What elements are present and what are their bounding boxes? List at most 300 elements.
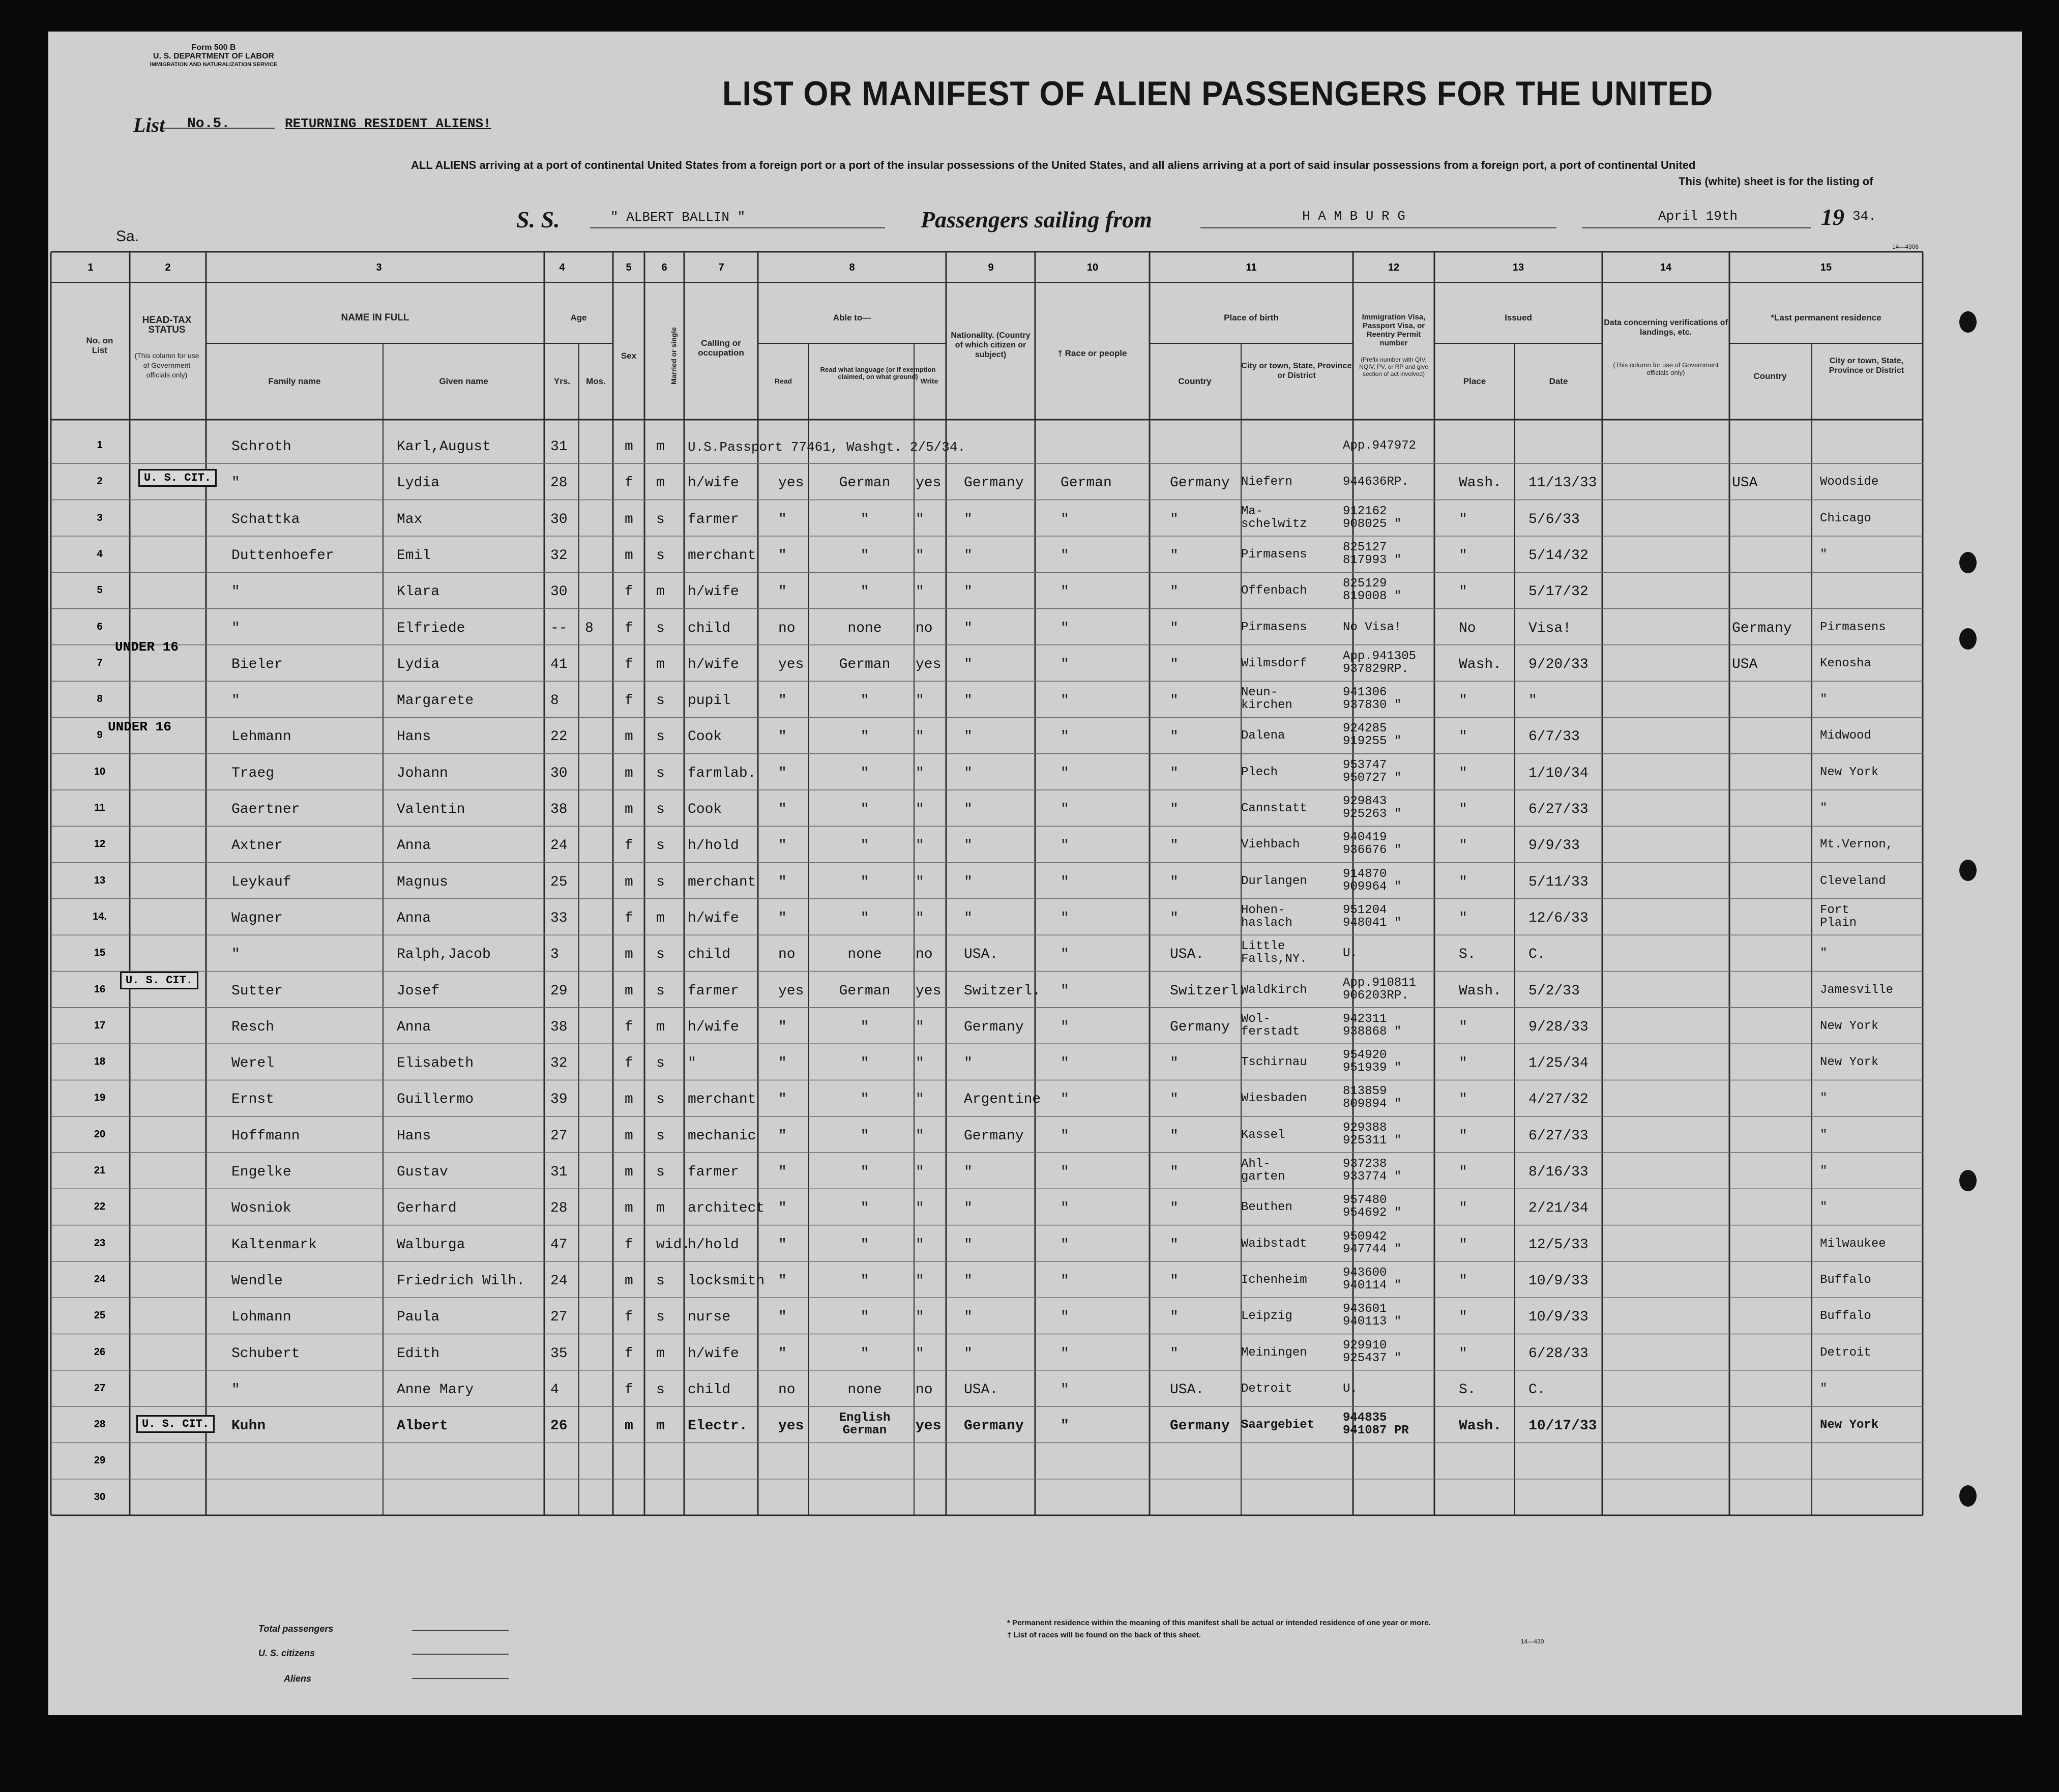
cell-sex: m	[625, 1164, 633, 1180]
cell-rcountry: USA	[1732, 475, 1758, 491]
cell-bcity: Durlangen	[1241, 874, 1307, 888]
cell-bcountry: "	[1170, 838, 1179, 854]
cell-iplace: Wash.	[1459, 983, 1502, 999]
list-number: No.5.	[187, 116, 230, 132]
cell-family: Duttenhoefer	[231, 547, 334, 564]
cell-visa: App.947972	[1343, 439, 1417, 453]
cell-lang: "	[860, 765, 869, 781]
cell-bcity: Waldkirch	[1241, 983, 1307, 997]
cell-calling: farmer	[688, 983, 739, 999]
cell-race: "	[1061, 1055, 1069, 1072]
cell-nat: USA.	[964, 1382, 998, 1398]
cell-no: 25	[94, 1310, 106, 1321]
punch-hole	[1959, 311, 1977, 333]
cell-sex: f	[625, 620, 633, 636]
cell-iplace: "	[1459, 1164, 1467, 1180]
cell-visa: 942311 938868 "	[1343, 1012, 1402, 1039]
cell-calling: h/wife	[688, 910, 739, 926]
cell-bcity: Little Falls,NY.	[1241, 939, 1307, 966]
cell-family: Wendle	[231, 1273, 283, 1289]
cell-sex: f	[625, 693, 633, 709]
cell-idate: 6/28/33	[1528, 1345, 1589, 1362]
cell-yrs: 4	[550, 1382, 559, 1398]
cell-idate: "	[1528, 693, 1537, 709]
cell-yrs: 33	[550, 910, 568, 926]
cell-sex: m	[625, 1418, 633, 1434]
cell-read: "	[778, 1273, 787, 1289]
column-number: 3	[376, 262, 382, 273]
cell-bcity: Offenbach	[1241, 584, 1307, 598]
cell-read: "	[778, 1055, 787, 1072]
cell-lang: none	[847, 620, 882, 636]
cell-idate: 12/6/33	[1528, 910, 1589, 926]
cell-no: 28	[94, 1419, 106, 1430]
cell-calling: child	[688, 1382, 731, 1398]
cell-write: "	[916, 1164, 924, 1180]
cell-bcountry: Switzerl.	[1170, 983, 1247, 999]
cell-idate: 6/27/33	[1528, 802, 1589, 817]
cell-nat: "	[964, 656, 973, 672]
cell-ms: s	[656, 1055, 665, 1072]
cell-family: Leykauf	[231, 874, 291, 890]
cell-write: "	[916, 511, 924, 527]
cell-iplace: "	[1459, 802, 1467, 817]
cell-bcity: Plech	[1241, 765, 1278, 779]
cell-race: "	[1061, 1273, 1069, 1289]
cell-calling: pupil	[688, 693, 731, 709]
column-number: 8	[849, 262, 855, 273]
cell-given: Gerhard	[397, 1200, 457, 1217]
cell-bcity: Niefern	[1241, 475, 1292, 489]
cell-race: "	[1061, 620, 1069, 636]
cell-no: 16	[94, 983, 106, 995]
cell-nat: Germany	[964, 1019, 1024, 1035]
cell-visa: 929388 925311 "	[1343, 1121, 1402, 1148]
cell-sex: m	[625, 547, 633, 564]
cell-bcountry: "	[1170, 910, 1179, 926]
cell-iplace: "	[1459, 1092, 1467, 1108]
cell-no: 15	[94, 947, 106, 959]
cell-read: "	[778, 910, 787, 926]
cell-lang: "	[860, 1200, 869, 1217]
cell-family: Ernst	[231, 1092, 275, 1108]
cell-ms: s	[656, 1128, 665, 1144]
cell-no: 8	[97, 693, 103, 705]
cell-yrs: 30	[550, 511, 568, 527]
column-number: 11	[1246, 262, 1257, 273]
cell-nat: "	[964, 620, 973, 636]
cell-calling: Cook	[688, 802, 722, 817]
cell-visa: U.	[1343, 947, 1358, 961]
cell-ms: wid.	[656, 1237, 691, 1253]
cell-lang: "	[860, 1128, 869, 1144]
form-code: 14—4306	[1892, 243, 1919, 250]
cell-idate: 4/27/32	[1528, 1092, 1589, 1108]
cell-family: Resch	[231, 1019, 275, 1035]
cell-bcity: Ichenheim	[1241, 1273, 1307, 1287]
cell-lang: English German	[839, 1411, 891, 1438]
header-married: Married or single	[669, 327, 678, 385]
cell-yrs: 8	[550, 693, 559, 709]
cell-rcity: "	[1820, 547, 1828, 562]
cell-iplace: "	[1459, 1128, 1467, 1144]
cell-lang: "	[860, 1019, 869, 1035]
cell-read: no	[778, 620, 796, 636]
cell-iplace: Wash.	[1459, 475, 1502, 491]
cell-visa: 954920 951939 "	[1343, 1048, 1402, 1075]
cell-write: yes	[916, 983, 942, 999]
cell-rcity: New York	[1820, 765, 1879, 779]
cell-sex: m	[625, 874, 633, 890]
header-issued-place: Place	[1463, 376, 1486, 386]
cell-bcity: Wol- ferstadt	[1241, 1012, 1300, 1039]
cell-bcountry: USA.	[1170, 1382, 1204, 1398]
cell-visa: 941306 937830 "	[1343, 686, 1402, 713]
cell-ms: s	[656, 765, 665, 781]
cell-lang: "	[860, 838, 869, 854]
cell-given: Elisabeth	[397, 1055, 474, 1072]
cell-calling: h/wife	[688, 656, 739, 672]
cell-rcity: Pirmasens	[1820, 620, 1886, 634]
cell-iplace: S.	[1459, 1382, 1476, 1398]
cell-bcountry: Germany	[1170, 475, 1230, 491]
cell-ms: s	[656, 693, 665, 709]
cell-family: "	[231, 947, 240, 963]
column-number: 12	[1388, 262, 1400, 273]
punch-hole	[1959, 628, 1977, 650]
cell-read: "	[778, 802, 787, 817]
cell-read: "	[778, 1237, 787, 1253]
cell-ms: s	[656, 838, 665, 854]
cell-write: "	[916, 1309, 924, 1326]
cell-family: Gaertner	[231, 802, 300, 817]
us-cit-stamp: U. S. CIT.	[120, 972, 198, 989]
cell-bcountry: "	[1170, 1128, 1179, 1144]
cell-idate: 11/13/33	[1528, 475, 1597, 491]
cell-ms: m	[656, 439, 665, 455]
cell-bcountry: "	[1170, 802, 1179, 817]
cell-ms: m	[656, 1345, 665, 1362]
cell-nat: "	[964, 547, 973, 564]
cell-no: 5	[97, 584, 103, 596]
cell-ms: s	[656, 802, 665, 817]
cell-bcountry: Germany	[1170, 1019, 1230, 1035]
cell-family: Bieler	[231, 656, 283, 672]
cell-bcity: Leipzig	[1241, 1309, 1292, 1324]
cell-given: Anne Mary	[397, 1382, 474, 1398]
cell-given: Gustav	[397, 1164, 448, 1180]
cell-write: "	[916, 584, 924, 600]
cell-visa: 940419 936676 "	[1343, 831, 1402, 858]
cell-rcity: "	[1820, 1382, 1828, 1396]
cell-yrs: 39	[550, 1092, 568, 1108]
cell-nat: Germany	[964, 1128, 1024, 1144]
cell-bcountry: "	[1170, 1200, 1179, 1217]
cell-no: 20	[94, 1128, 106, 1140]
cell-visa: 937238 933774 "	[1343, 1157, 1402, 1184]
year-prefix: 19	[1821, 204, 1844, 230]
cell-race: "	[1061, 693, 1069, 709]
cell-rcountry: Germany	[1732, 620, 1792, 636]
cell-write: no	[916, 620, 933, 636]
cell-lang: "	[860, 910, 869, 926]
cell-rcity: New York	[1820, 1055, 1879, 1070]
cell-nat: "	[964, 1345, 973, 1362]
cell-iplace: No	[1459, 620, 1476, 636]
cell-yrs: 30	[550, 765, 568, 781]
cell-idate: 2/21/34	[1528, 1200, 1589, 1217]
cell-bcity: Ma- schelwitz	[1241, 504, 1307, 531]
cell-lang: "	[860, 1345, 869, 1362]
cell-yrs: 41	[550, 656, 568, 672]
cell-calling: "	[688, 1055, 696, 1072]
cell-bcity: Pirmasens	[1241, 547, 1307, 562]
cell-no: 30	[94, 1491, 106, 1503]
cell-idate: 8/16/33	[1528, 1164, 1589, 1180]
cell-ms: s	[656, 1273, 665, 1289]
cell-bcountry: "	[1170, 729, 1179, 745]
cell-idate: 5/6/33	[1528, 511, 1580, 527]
cell-visa: 943600 940114 "	[1343, 1266, 1402, 1292]
cell-rcity: Detroit	[1820, 1345, 1871, 1360]
cell-sex: f	[625, 1309, 633, 1326]
footnote-residence: * Permanent residence within the meaning of this manifest shall be actual or intended residence of one year or more.	[1007, 1619, 1431, 1627]
cell-iplace: "	[1459, 1237, 1467, 1253]
cell-bcountry: "	[1170, 1092, 1179, 1108]
cell-yrs: 25	[550, 874, 568, 890]
cell-race: "	[1061, 1200, 1069, 1217]
cell-yrs: 29	[550, 983, 568, 999]
cell-visa: 825129 819008 "	[1343, 577, 1402, 604]
cell-ms: m	[656, 910, 665, 926]
punch-hole	[1959, 1170, 1977, 1191]
cell-bcity: Meiningen	[1241, 1345, 1307, 1360]
cell-no: 12	[94, 838, 106, 850]
cell-no: 7	[97, 657, 103, 668]
cell-rcity: "	[1820, 1092, 1828, 1106]
cell-yrs: 32	[550, 1055, 568, 1072]
cell-read: "	[778, 1200, 787, 1217]
cell-bcountry: "	[1170, 765, 1179, 781]
cell-no: 24	[94, 1273, 106, 1285]
cell-family: Traeg	[231, 765, 275, 781]
cell-visa: 813859 809894 "	[1343, 1084, 1402, 1111]
cell-family: Axtner	[231, 838, 283, 854]
cell-ms: m	[656, 475, 665, 491]
cell-visa: 924285 919255 "	[1343, 722, 1402, 749]
cell-family: Schroth	[231, 439, 291, 455]
cell-bcountry: "	[1170, 1055, 1179, 1072]
cell-read: "	[778, 1128, 787, 1144]
cell-idate: 5/11/33	[1528, 874, 1589, 890]
cell-yrs: --	[550, 620, 568, 636]
cell-race: "	[1061, 1128, 1069, 1144]
cell-visa: 953747 950727 "	[1343, 758, 1402, 785]
header-able-to: Able to—	[833, 313, 871, 322]
cell-visa: 929910 925437 "	[1343, 1338, 1402, 1365]
cell-lang: "	[860, 1055, 869, 1072]
cell-nat: "	[964, 693, 973, 709]
cell-ms: s	[656, 1092, 665, 1108]
punch-hole	[1959, 1485, 1977, 1507]
cell-read: yes	[778, 656, 804, 672]
cell-race: "	[1061, 1382, 1069, 1398]
cell-calling: Cook	[688, 729, 722, 745]
header-name-in-full: NAME IN FULL	[341, 312, 409, 323]
cell-nat: "	[964, 838, 973, 854]
cell-write: yes	[916, 1418, 942, 1434]
cell-iplace: "	[1459, 1273, 1467, 1289]
column-number: 2	[165, 262, 171, 273]
header-visa-note: (Prefix number with QIV, NQIV, PV, or RP and give section of act involved)	[1359, 356, 1428, 377]
cell-calling: mechanic	[688, 1128, 756, 1144]
cell-nat: "	[964, 1055, 973, 1072]
header-nationality: Nationality. (Country of which citizen or subject)	[951, 331, 1031, 359]
header-read: Read	[774, 377, 792, 385]
cell-ms: m	[656, 584, 665, 600]
cell-given: Hans	[397, 1128, 431, 1144]
cell-write: "	[916, 729, 924, 745]
cell-sex: m	[625, 1092, 633, 1108]
cell-yrs: 27	[550, 1309, 568, 1326]
cell-race: "	[1061, 547, 1069, 564]
cell-nat: "	[964, 1309, 973, 1326]
cell-race: "	[1061, 511, 1069, 527]
header-head-tax-note: (This column for use of Government officials only)	[134, 351, 199, 379]
cell-no: 18	[94, 1056, 106, 1068]
cell-visa: 914870 909964 "	[1343, 867, 1402, 894]
cell-ms: s	[656, 547, 665, 564]
sailing-label: Passengers sailing from	[921, 207, 1152, 232]
header-yrs: Yrs.	[553, 376, 571, 386]
cell-lang: German	[839, 983, 891, 999]
ship-name: " ALBERT BALLIN "	[610, 210, 746, 225]
cell-rcity: Midwood	[1820, 729, 1871, 743]
cell-iplace: "	[1459, 1309, 1467, 1326]
cell-bcity: Saargebiet	[1241, 1418, 1315, 1432]
us-cit-stamp: U. S. CIT.	[136, 1415, 215, 1433]
cell-rcity: Buffalo	[1820, 1273, 1871, 1287]
column-number: 1	[87, 262, 94, 273]
cell-given: Lydia	[397, 656, 440, 672]
header-family-name: Family name	[268, 376, 321, 386]
cell-calling: child	[688, 620, 731, 636]
cell-write: "	[916, 1200, 924, 1217]
cell-rcity: "	[1820, 693, 1828, 707]
cell-nat: "	[964, 874, 973, 890]
header-age: Age	[570, 313, 587, 322]
cell-bcity: Ahl- garten	[1241, 1157, 1285, 1184]
footer-code: 14—430	[1521, 1638, 1544, 1645]
cell-yrs: 32	[550, 547, 568, 564]
cell-given: Max	[397, 511, 423, 527]
cell-bcity: Kassel	[1241, 1128, 1285, 1142]
cell-idate: Visa!	[1528, 620, 1572, 636]
departure-date: April 19th	[1658, 209, 1738, 224]
cell-visa: No Visa!	[1343, 620, 1402, 634]
cell-no: 19	[94, 1092, 106, 1104]
cell-sex: f	[625, 910, 633, 926]
cell-nat: USA.	[964, 947, 998, 963]
cell-visa: 825127 817993 "	[1343, 540, 1402, 567]
cell-sex: m	[625, 983, 633, 999]
cell-read: "	[778, 693, 787, 709]
cell-sex: f	[625, 584, 633, 600]
subtitle-line-2: This (white) sheet is for the listing of	[1679, 175, 1873, 188]
cell-race: "	[1061, 1237, 1069, 1253]
cell-write: "	[916, 1019, 924, 1035]
cell-ms: s	[656, 1382, 665, 1398]
under16-stamp: UNDER 16	[108, 719, 171, 735]
header-birth-country: Country	[1178, 376, 1212, 386]
cell-given: Ralph,Jacob	[397, 947, 491, 963]
cell-yrs: 24	[550, 838, 568, 854]
cell-idate: 5/2/33	[1528, 983, 1580, 999]
cell-mos: 8	[585, 620, 594, 636]
cell-read: yes	[778, 475, 804, 491]
cell-iplace: "	[1459, 547, 1467, 564]
cell-no: 22	[94, 1201, 106, 1213]
cell-idate: 6/27/33	[1528, 1128, 1589, 1144]
cell-nat: Germany	[964, 1418, 1024, 1434]
cell-calling: farmer	[688, 511, 739, 527]
cell-bcity: Dalena	[1241, 729, 1285, 743]
cell-race: "	[1061, 1164, 1069, 1180]
cell-no: 3	[97, 512, 103, 523]
cell-bcountry: "	[1170, 656, 1179, 672]
cell-sex: f	[625, 838, 633, 854]
cell-rcity: "	[1820, 1128, 1828, 1142]
column-number: 4	[559, 262, 565, 273]
cell-calling: h/hold	[688, 1237, 739, 1253]
cell-nat: Switzerl.	[964, 983, 1041, 999]
list-label: List	[133, 113, 165, 136]
cell-read: "	[778, 874, 787, 890]
cell-ms: s	[656, 874, 665, 890]
cell-no: 6	[97, 621, 103, 632]
cell-bcountry: Germany	[1170, 1418, 1230, 1434]
header-issued-date: Date	[1549, 376, 1568, 386]
column-number: 7	[718, 262, 724, 273]
cell-read: no	[778, 1382, 796, 1398]
total-passengers-label: Total passengers	[258, 1624, 334, 1634]
year-suffix: 34.	[1852, 209, 1876, 224]
cell-no: 10	[94, 766, 106, 777]
cell-iplace: "	[1459, 1200, 1467, 1217]
cell-given: Paula	[397, 1309, 440, 1326]
cell-read: "	[778, 584, 787, 600]
cell-ms: m	[656, 1200, 665, 1217]
cell-sex: m	[625, 802, 633, 817]
cell-family: Schubert	[231, 1345, 300, 1362]
cell-bcountry: "	[1170, 620, 1179, 636]
header-head-tax: HEAD-TAX STATUS	[142, 315, 192, 335]
cell-iplace: "	[1459, 910, 1467, 926]
cell-write: yes	[916, 475, 942, 491]
cell-iplace: "	[1459, 838, 1467, 854]
cell-race: "	[1061, 874, 1069, 890]
cell-family: Engelke	[231, 1164, 291, 1180]
cell-idate: 10/9/33	[1528, 1309, 1589, 1326]
cell-no: 9	[97, 729, 103, 741]
cell-calling: nurse	[688, 1309, 731, 1326]
cell-iplace: "	[1459, 584, 1467, 600]
cell-visa: 944636RP.	[1343, 475, 1409, 489]
column-number: 6	[661, 262, 667, 273]
header-verifications: Data concerning verifications of landings, etc.	[1604, 318, 1728, 337]
cell-sex: m	[625, 511, 633, 527]
cell-iplace: Wash.	[1459, 1418, 1502, 1434]
